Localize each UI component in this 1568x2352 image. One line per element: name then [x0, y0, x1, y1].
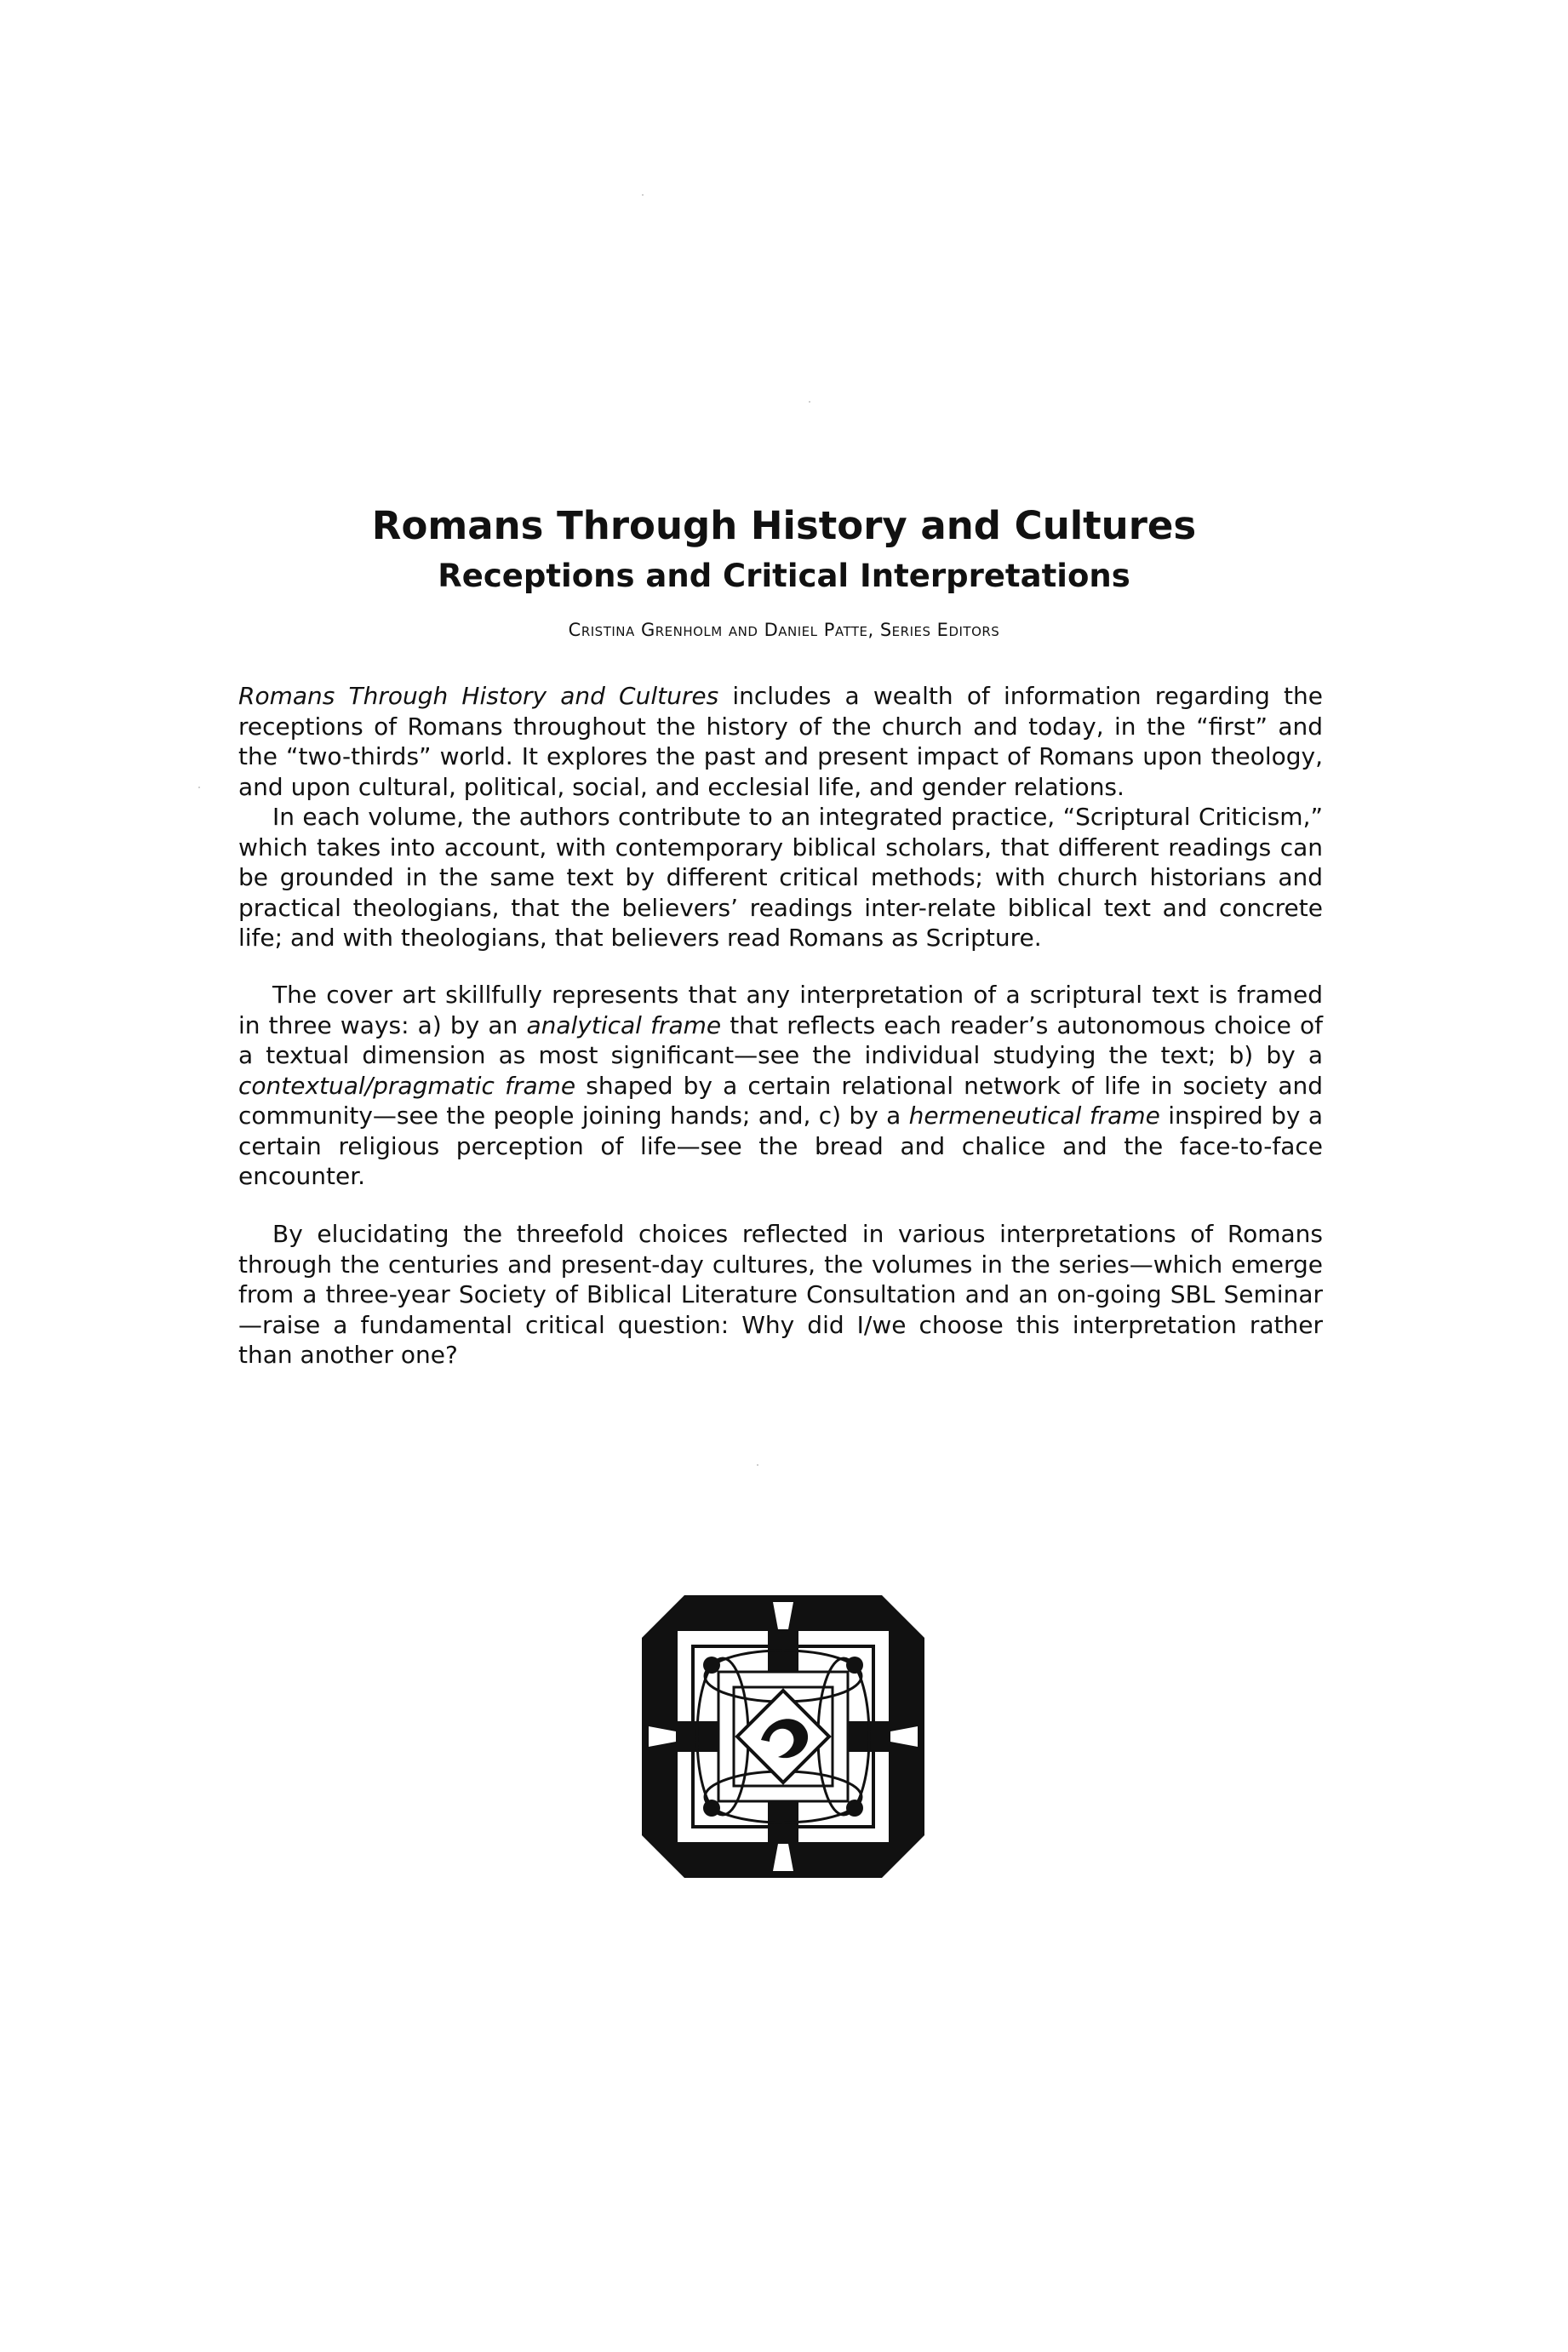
- cover-art-text-3: shaped by a certain relational network of life in society and community—see the people joining hands; and, c) by a: [238, 1071, 1323, 1130]
- paragraph-intro: [238, 681, 1323, 802]
- paragraph-intro-text: includes a wealth of information regarding the receptions of Romans throughout the history of the church and today, in the “first” and the “two-thirds” world. It explores the past and present impact of Romans upon theology, and upon cultural, political, social, and ecclesial life, and gender relations.: [238, 682, 1323, 801]
- series-subtitle: Receptions and Critical Interpretations: [438, 558, 1130, 594]
- scan-speck: [198, 787, 200, 788]
- contextual-frame-term: contextual/pragmatic frame: [238, 1071, 576, 1100]
- analytical-frame-term: analytical frame: [526, 1010, 722, 1039]
- cover-art-text-4: inspired by a certain religious perception of life—see the bread and chalice and the face-to-face encounter.: [238, 1102, 1323, 1190]
- scan-speck: [642, 194, 644, 196]
- cover-art-text-2: that reflects each reader’s autonomous choice of a textual dimension as most significant—see the individual studying the text; b) by a: [238, 1010, 1323, 1069]
- paragraph-scriptural-criticism: In each volume, the authors contribute to an integrated practice, “Scriptural Criticism,” which takes into account, with contemporary biblical scholars, that different readings can be grounded in the same text by different critical methods; with church historians and practical theologians, that the believers’ readings inter-relate biblical text and concrete life; and with theologians, that believers read Romans as Scripture.: [238, 803, 1323, 952]
- intro-section: [238, 681, 1323, 953]
- cover-art-emblem-icon: [642, 1595, 924, 1878]
- cover-art-section: [238, 980, 1323, 1192]
- paragraph-critical-question: By elucidating the threefold choices reflected in various interpretations of Romans through the centuries and present-day cultures, the volumes in the series—which emerge from a three-year Society of Biblical Literature Consultation and an on-going SBL Seminar—raise a fundamental critical question: Why did I/we choose this interpretation rather than another one?: [238, 1220, 1323, 1369]
- cover-art-text-1: The cover art skillfully represents that any interpretation of a scriptural text is framed in three ways: a) by an: [238, 981, 1323, 1039]
- hermeneutical-frame-term: hermeneutical frame: [908, 1102, 1160, 1130]
- scan-speck: [757, 1464, 758, 1466]
- series-title: Romans Through History and Cultures: [371, 503, 1197, 548]
- series-title-italic: Romans Through History and Cultures: [238, 682, 719, 710]
- paragraph-cover-art: [238, 980, 1323, 1192]
- series-editors: Cristina Grenholm and Daniel Patte, Series Editors: [568, 620, 1000, 640]
- question-section: [238, 1219, 1323, 1371]
- scan-speck: [809, 401, 810, 403]
